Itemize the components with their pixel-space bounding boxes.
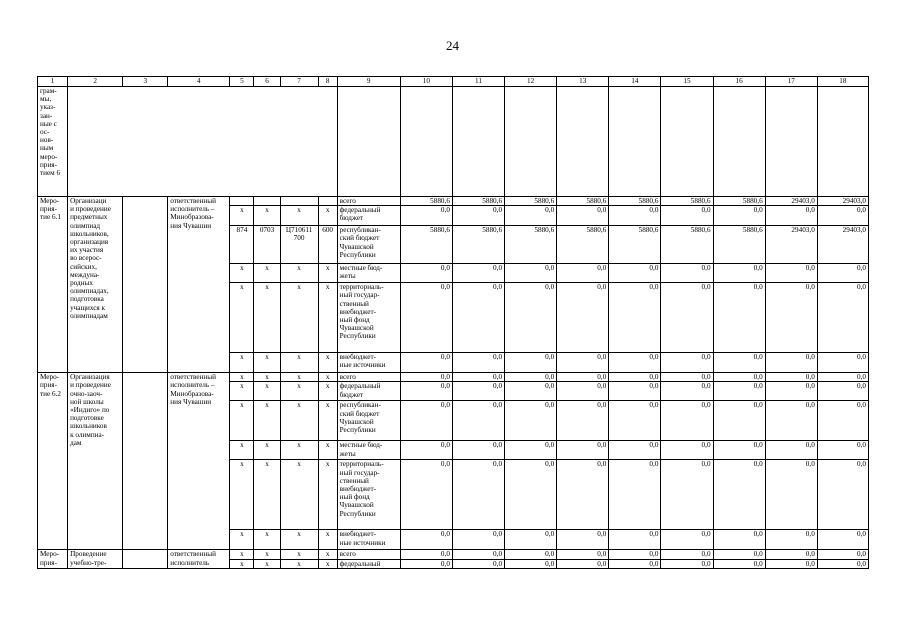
- amount-cell: 5880,6: [609, 226, 661, 264]
- code-cell: x: [318, 353, 337, 373]
- amount-cell: 0,0: [661, 550, 713, 559]
- amount-cell: 0,0: [817, 353, 868, 373]
- amount-cell: 0,0: [817, 264, 868, 283]
- column-number-10: 10: [400, 77, 452, 87]
- column-number-1: 1: [38, 77, 68, 87]
- amount-cell: 0,0: [713, 264, 765, 283]
- amount-cell: 0,0: [609, 353, 661, 373]
- amount-cell: 0,0: [557, 441, 609, 460]
- funding-source: республикан- ский бюджет Чувашской Республики: [337, 226, 400, 264]
- amount-cell: 0,0: [505, 283, 557, 353]
- funding-source: всего: [337, 373, 400, 382]
- amount-cell: 0,0: [817, 401, 868, 441]
- funding-source: федеральный: [337, 559, 400, 568]
- amount-cell: 29403,0: [765, 197, 817, 206]
- amount-cell: 0,0: [400, 530, 452, 550]
- amount-cell: 0,0: [452, 206, 504, 226]
- code-cell: x: [280, 373, 318, 382]
- column-number-9: 9: [337, 77, 400, 87]
- code-cell: x: [318, 283, 337, 353]
- code-cell: x: [318, 559, 337, 568]
- amount-cell: 0,0: [765, 550, 817, 559]
- amount-cell: 0,0: [661, 264, 713, 283]
- amount-cell: 0,0: [452, 559, 504, 568]
- amount-cell: 0,0: [765, 530, 817, 550]
- amount-cell: 0,0: [400, 559, 452, 568]
- code-cell: x: [280, 460, 318, 530]
- column-number-3: 3: [123, 77, 168, 87]
- code-cell: x: [230, 559, 254, 568]
- intro-row: [38, 87, 869, 197]
- amount-cell: 0,0: [452, 382, 504, 401]
- amount-cell: 0,0: [400, 206, 452, 226]
- responsible-executor: ответственный исполнитель: [168, 550, 230, 568]
- amount-cell: 5880,6: [557, 226, 609, 264]
- column-number-row: [38, 77, 869, 87]
- code-cell: x: [280, 206, 318, 226]
- code-cell: x: [318, 460, 337, 530]
- amount-cell: 0,0: [452, 283, 504, 353]
- column-number-5: 5: [230, 77, 254, 87]
- code-cell: x: [318, 441, 337, 460]
- amount-cell: 0,0: [609, 206, 661, 226]
- amount-cell: 0,0: [609, 283, 661, 353]
- code-cell: x: [280, 530, 318, 550]
- code-cell: x: [254, 373, 280, 382]
- amount-cell: 0,0: [765, 353, 817, 373]
- amount-cell: 0,0: [505, 559, 557, 568]
- amount-cell: 0,0: [557, 373, 609, 382]
- amount-cell: 0,0: [817, 550, 868, 559]
- code-cell: x: [254, 559, 280, 568]
- code-cell: x: [254, 530, 280, 550]
- amount-cell: 0,0: [452, 264, 504, 283]
- measure-label: Меро- прия- тие 6.2: [38, 373, 68, 550]
- code-cell: x: [318, 382, 337, 401]
- code-cell: x: [280, 382, 318, 401]
- amount-cell: 0,0: [817, 441, 868, 460]
- amount-cell: 0,0: [557, 264, 609, 283]
- code-cell: x: [230, 353, 254, 373]
- amount-cell: 0,0: [765, 373, 817, 382]
- column-number-18: 18: [817, 77, 868, 87]
- column-number-17: 17: [765, 77, 817, 87]
- table-row: [38, 550, 869, 559]
- amount-cell: 0,0: [452, 530, 504, 550]
- code-cell: [230, 197, 254, 206]
- amount-cell: 0,0: [557, 401, 609, 441]
- code-cell: x: [230, 373, 254, 382]
- amount-cell: 0,0: [452, 550, 504, 559]
- amount-cell: 0,0: [817, 530, 868, 550]
- amount-cell: 5880,6: [505, 197, 557, 206]
- funding-source: республикан- ский бюджет Чувашской Республики: [337, 401, 400, 441]
- amount-cell: 0,0: [400, 373, 452, 382]
- column-number-8: 8: [318, 77, 337, 87]
- code-cell: x: [230, 264, 254, 283]
- amount-cell: 0,0: [505, 373, 557, 382]
- amount-cell: 5880,6: [713, 226, 765, 264]
- code-cell: 600: [318, 226, 337, 264]
- code-cell: 874: [230, 226, 254, 264]
- amount-cell: 0,0: [661, 441, 713, 460]
- amount-cell: 0,0: [609, 401, 661, 441]
- intro-label: грам- мы, указ- зан- ные с ос- нов- ным меро- прия- тием 6: [38, 87, 68, 197]
- amount-cell: 5880,6: [452, 226, 504, 264]
- code-cell: x: [280, 559, 318, 568]
- code-cell: x: [230, 401, 254, 441]
- amount-cell: 0,0: [400, 401, 452, 441]
- amount-cell: 0,0: [609, 460, 661, 530]
- amount-cell: 0,0: [661, 283, 713, 353]
- amount-cell: 0,0: [609, 559, 661, 568]
- amount-cell: 0,0: [661, 401, 713, 441]
- amount-cell: 0,0: [817, 460, 868, 530]
- amount-cell: 5880,6: [452, 197, 504, 206]
- column-number-13: 13: [557, 77, 609, 87]
- amount-cell: 0,0: [505, 264, 557, 283]
- code-cell: x: [254, 264, 280, 283]
- code-cell: x: [254, 460, 280, 530]
- amount-cell: 0,0: [452, 441, 504, 460]
- funding-source: федеральный бюджет: [337, 382, 400, 401]
- code-cell: x: [230, 550, 254, 559]
- measure-description: Проведение учебно-тре-: [68, 550, 123, 568]
- amount-cell: 0,0: [452, 460, 504, 530]
- amount-cell: 5880,6: [661, 197, 713, 206]
- amount-cell: 0,0: [765, 460, 817, 530]
- amount-cell: 0,0: [765, 264, 817, 283]
- amount-cell: 0,0: [765, 441, 817, 460]
- code-cell: x: [230, 530, 254, 550]
- page-number: 24: [446, 38, 459, 53]
- amount-cell: 0,0: [713, 283, 765, 353]
- amount-cell: 0,0: [661, 382, 713, 401]
- code-cell: [254, 197, 280, 206]
- amount-cell: 0,0: [452, 373, 504, 382]
- amount-cell: 0,0: [400, 382, 452, 401]
- amount-cell: 0,0: [400, 264, 452, 283]
- code-cell: x: [280, 550, 318, 559]
- table-row: [38, 197, 869, 206]
- amount-cell: 0,0: [713, 559, 765, 568]
- amount-cell: 0,0: [713, 441, 765, 460]
- amount-cell: 5880,6: [557, 197, 609, 206]
- code-cell: x: [230, 441, 254, 460]
- code-cell: x: [318, 373, 337, 382]
- measure-description: Организаци и проведение предметных олимпиад школьников, организация их участия во всерос- сийских, междуна- родных олимпиадах, подготовка учащихся к олимпиадам: [68, 197, 123, 373]
- amount-cell: 0,0: [557, 550, 609, 559]
- amount-cell: 0,0: [609, 382, 661, 401]
- column-number-15: 15: [661, 77, 713, 87]
- amount-cell: 0,0: [765, 283, 817, 353]
- responsible-executor: ответственный исполнитель – Минобразова- ния Чувашии: [168, 373, 230, 550]
- amount-cell: 0,0: [817, 283, 868, 353]
- funding-source: федеральный бюджет: [337, 206, 400, 226]
- code-cell: x: [280, 353, 318, 373]
- amount-cell: 0,0: [817, 559, 868, 568]
- amount-cell: 0,0: [661, 206, 713, 226]
- amount-cell: 0,0: [505, 441, 557, 460]
- code-cell: x: [280, 441, 318, 460]
- amount-cell: 0,0: [557, 382, 609, 401]
- column-number-12: 12: [505, 77, 557, 87]
- amount-cell: 5880,6: [400, 197, 452, 206]
- amount-cell: 0,0: [505, 550, 557, 559]
- amount-cell: 0,0: [452, 401, 504, 441]
- code-cell: x: [280, 264, 318, 283]
- code-cell: x: [318, 550, 337, 559]
- code-cell: 0703: [254, 226, 280, 264]
- amount-cell: 0,0: [817, 382, 868, 401]
- column-number-4: 4: [168, 77, 230, 87]
- amount-cell: 0,0: [557, 283, 609, 353]
- code-cell: Ц710611 700: [280, 226, 318, 264]
- amount-cell: 0,0: [661, 530, 713, 550]
- amount-cell: 0,0: [557, 530, 609, 550]
- table-row: [38, 373, 869, 382]
- amount-cell: 0,0: [661, 460, 713, 530]
- amount-cell: 0,0: [505, 382, 557, 401]
- funding-source: местные бюд- жеты: [337, 441, 400, 460]
- amount-cell: 29403,0: [765, 226, 817, 264]
- amount-cell: 0,0: [609, 530, 661, 550]
- funding-source: местные бюд- жеты: [337, 264, 400, 283]
- code-cell: x: [230, 283, 254, 353]
- amount-cell: 5880,6: [400, 226, 452, 264]
- column-number-16: 16: [713, 77, 765, 87]
- code-cell: x: [254, 283, 280, 353]
- code-cell: x: [254, 550, 280, 559]
- funding-source: всего: [337, 197, 400, 206]
- funding-source: территориаль- ный государ- ственный внебюджет- ный фонд Чувашской Республики: [337, 283, 400, 353]
- code-cell: x: [230, 460, 254, 530]
- column-number-14: 14: [609, 77, 661, 87]
- funding-source: территориаль- ный государ- ственный внебюджет- ный фонд Чувашской Республики: [337, 460, 400, 530]
- amount-cell: 0,0: [400, 283, 452, 353]
- amount-cell: 0,0: [713, 401, 765, 441]
- code-cell: x: [254, 441, 280, 460]
- amount-cell: 0,0: [400, 550, 452, 559]
- column-number-6: 6: [254, 77, 280, 87]
- code-cell: x: [318, 206, 337, 226]
- funding-source: внебюджет- ные источники: [337, 530, 400, 550]
- column-number-2: 2: [68, 77, 123, 87]
- responsible-executor: ответственный исполнитель – Минобразова- ния Чувашии: [168, 197, 230, 373]
- amount-cell: 0,0: [817, 373, 868, 382]
- amount-cell: 0,0: [817, 206, 868, 226]
- code-cell: x: [254, 206, 280, 226]
- code-cell: x: [318, 264, 337, 283]
- measure-label: Меро- прия- тие 6.1: [38, 197, 68, 373]
- amount-cell: 0,0: [765, 559, 817, 568]
- amount-cell: 0,0: [713, 353, 765, 373]
- measure-description: Организация и проведение очно-заоч- ной школы «Индиго» по подготовке школьников к олимпиа- дам: [68, 373, 123, 550]
- code-cell: x: [254, 382, 280, 401]
- funding-source: всего: [337, 550, 400, 559]
- code-cell: x: [280, 283, 318, 353]
- column-number-11: 11: [452, 77, 504, 87]
- amount-cell: 0,0: [505, 353, 557, 373]
- amount-cell: 0,0: [400, 460, 452, 530]
- amount-cell: 0,0: [609, 441, 661, 460]
- amount-cell: 0,0: [505, 530, 557, 550]
- amount-cell: 0,0: [557, 206, 609, 226]
- amount-cell: 0,0: [557, 353, 609, 373]
- amount-cell: 0,0: [505, 460, 557, 530]
- funding-source: внебюджет- ные источники: [337, 353, 400, 373]
- amount-cell: 0,0: [713, 373, 765, 382]
- amount-cell: 0,0: [713, 382, 765, 401]
- code-cell: x: [254, 401, 280, 441]
- amount-cell: 5880,6: [661, 226, 713, 264]
- amount-cell: 0,0: [765, 206, 817, 226]
- amount-cell: 0,0: [713, 460, 765, 530]
- code-cell: x: [254, 353, 280, 373]
- amount-cell: 0,0: [661, 559, 713, 568]
- amount-cell: 0,0: [713, 550, 765, 559]
- amount-cell: 5880,6: [609, 197, 661, 206]
- code-cell: x: [318, 401, 337, 441]
- amount-cell: 0,0: [557, 559, 609, 568]
- amount-cell: 0,0: [765, 401, 817, 441]
- code-cell: x: [230, 382, 254, 401]
- amount-cell: 5880,6: [713, 197, 765, 206]
- measure-label: Меро- прия-: [38, 550, 68, 568]
- amount-cell: 0,0: [609, 550, 661, 559]
- code-cell: x: [318, 530, 337, 550]
- amount-cell: 0,0: [505, 401, 557, 441]
- amount-cell: 0,0: [713, 530, 765, 550]
- amount-cell: 29403,0: [817, 197, 868, 206]
- budget-table: [37, 76, 869, 569]
- column-number-7: 7: [280, 77, 318, 87]
- amount-cell: 0,0: [452, 353, 504, 373]
- amount-cell: 0,0: [609, 373, 661, 382]
- code-cell: x: [280, 401, 318, 441]
- amount-cell: 0,0: [609, 264, 661, 283]
- amount-cell: 0,0: [661, 353, 713, 373]
- amount-cell: 0,0: [557, 460, 609, 530]
- amount-cell: 5880,6: [505, 226, 557, 264]
- amount-cell: 29403,0: [817, 226, 868, 264]
- amount-cell: 0,0: [400, 353, 452, 373]
- amount-cell: 0,0: [400, 441, 452, 460]
- code-cell: x: [230, 206, 254, 226]
- amount-cell: 0,0: [713, 206, 765, 226]
- amount-cell: 0,0: [661, 373, 713, 382]
- code-cell: [280, 197, 318, 206]
- amount-cell: 0,0: [505, 206, 557, 226]
- code-cell: [318, 197, 337, 206]
- amount-cell: 0,0: [765, 382, 817, 401]
